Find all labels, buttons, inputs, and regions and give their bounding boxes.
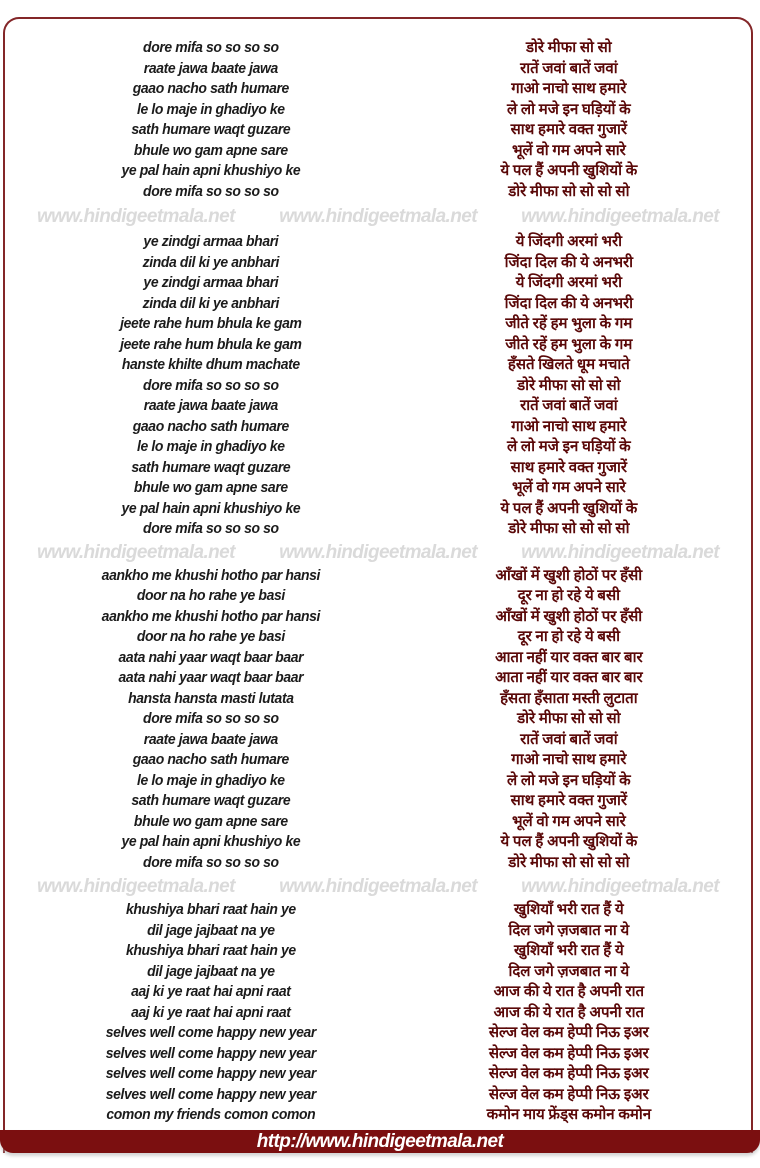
lyric-line-hindi: जीते रहें हम भुला के गम xyxy=(505,336,633,353)
lyric-line-english: door na ho rahe ye basi xyxy=(136,587,285,604)
lyric-line-hindi: रातें जवां बातें जवां xyxy=(520,731,618,748)
lyric-line-english: dil jage jajbaat na ye xyxy=(147,962,275,980)
watermark-row xyxy=(5,202,751,232)
lyric-line-english: zinda dil ki ye anbhari xyxy=(142,253,280,271)
lyric-line-english: dore mifa so so so so xyxy=(143,710,279,727)
lyric-line-english: aata nahi yaar waqt baar baar xyxy=(118,669,304,686)
lyric-line-english: dore mifa so so so so xyxy=(143,182,279,200)
lyric-line-hindi: आँखों में खुशी होठों पर हँसी xyxy=(495,608,643,625)
stanza-hindi-column xyxy=(417,566,751,874)
lyric-line-english: aankho me khushi hotho par hansi xyxy=(101,566,321,584)
lyric-line-english: khushiya bhari raat hain ye xyxy=(125,942,296,959)
lyric-line-hindi: दिल जगे ज़जबात ना ये xyxy=(508,922,630,939)
watermark-text: www.hindigeetmala.net xyxy=(37,541,235,563)
lyric-line-english: khushiya bhari raat hain ye xyxy=(125,901,296,918)
lyric-line-hindi: आँखों में खुशी होठों पर हँसी xyxy=(495,567,643,584)
lyric-line-hindi: आज की ये रात है अपनी रात xyxy=(493,984,645,1000)
lyric-line-english: jeete rahe hum bhula ke gam xyxy=(120,335,302,353)
lyric-line-english: le lo maje in ghadiyo ke xyxy=(137,771,285,789)
lyric-line-hindi: ये पल हैं अपनी खुशियों के xyxy=(500,834,638,850)
lyric-line-english: dil jage jajbaat na ye xyxy=(147,921,275,939)
lyric-line-hindi: आता नहीं यार वक्त बार बार xyxy=(495,670,643,686)
watermark-text: www.hindigeetmala.net xyxy=(521,541,719,563)
lyric-line-hindi: डोरे मीफा सो सो सो सो xyxy=(508,854,630,871)
lyric-line-hindi: साथ हमारे वक्त गुजारें xyxy=(510,793,628,809)
lyric-line-english: selves well come happy new year xyxy=(105,1024,316,1041)
lyric-line-hindi: हँसते खिलते धूम मचाते xyxy=(507,357,630,373)
lyric-line-hindi: आता नहीं यार वक्त बार बार xyxy=(495,649,643,666)
stanza-4 xyxy=(5,900,751,1126)
lyric-line-hindi: भूलें वो गम अपने सारे xyxy=(511,480,626,496)
watermark-row xyxy=(5,873,751,900)
lyric-line-english: selves well come happy new year xyxy=(105,1044,316,1062)
lyric-line-english: sath humare waqt guzare xyxy=(131,792,291,809)
lyric-line-hindi: दूर ना हो रहे ये बसी xyxy=(517,629,620,645)
lyric-line-english: le lo maje in ghadiyo ke xyxy=(137,100,285,118)
lyric-line-english: jeete rahe hum bhula ke gam xyxy=(120,315,302,332)
lyric-line-english: ye pal hain apni khushiyo ke xyxy=(121,499,301,517)
lyric-line-hindi: ले लो मजे इन घड़ियों के xyxy=(507,439,631,455)
lyric-line-hindi: डोरे मीफा सो सो सो xyxy=(517,377,621,394)
lyric-line-english: bhule wo gam apne sare xyxy=(133,141,288,159)
lyric-line-hindi: जीते रहें हम भुला के गम xyxy=(505,316,633,332)
lyric-line-english: aankho me khushi hotho par hansi xyxy=(101,607,321,625)
lyric-line-english: aaj ki ye raat hai apni raat xyxy=(131,1003,291,1021)
watermark-row xyxy=(5,540,751,566)
lyric-line-english: ye zindgi armaa bhari xyxy=(143,274,279,291)
lyric-line-hindi: ये पल हैं अपनी खुशियों के xyxy=(500,500,638,517)
lyric-line-hindi: दूर ना हो रहे ये बसी xyxy=(517,588,620,604)
lyric-line-hindi: भूलें वो गम अपने सारे xyxy=(511,813,626,830)
lyric-line-english: hansta hansta masti lutata xyxy=(128,689,294,707)
watermark-text: www.hindigeetmala.net xyxy=(279,875,477,897)
lyric-line-hindi: ये जिंदगी अरमां भरी xyxy=(515,275,622,291)
lyric-line-hindi: ये जिंदगी अरमां भरी xyxy=(515,234,622,250)
stanza-1 xyxy=(5,38,751,202)
lyric-line-english: bhule wo gam apne sare xyxy=(133,812,288,830)
watermark-text: www.hindigeetmala.net xyxy=(279,541,477,563)
lyric-line-english: zinda dil ki ye anbhari xyxy=(142,294,280,312)
footer-url[interactable]: http://www.hindigeetmala.net xyxy=(256,1130,504,1152)
lyric-line-english: ye pal hain apni khushiyo ke xyxy=(121,833,301,850)
footer-bar xyxy=(0,1130,760,1153)
watermark-text: www.hindigeetmala.net xyxy=(37,875,235,897)
lyric-line-hindi: रातें जवां बातें जवां xyxy=(520,398,618,414)
stanza-hindi-column xyxy=(417,232,751,540)
watermark-text: www.hindigeetmala.net xyxy=(279,206,477,227)
lyric-line-hindi: ले लो मजे इन घड़ियों के xyxy=(507,101,631,118)
stanza-3 xyxy=(5,566,751,874)
lyric-line-english: dore mifa so so so so xyxy=(143,39,279,56)
lyric-line-english: aata nahi yaar waqt baar baar xyxy=(118,648,304,666)
lyric-line-english: bhule wo gam apne sare xyxy=(133,479,288,496)
stanza-english-column xyxy=(19,900,402,1126)
lyric-line-hindi: डोरे मीफा सो सो सो सो xyxy=(508,183,630,200)
lyric-line-english: gaao nacho sath humare xyxy=(132,417,289,435)
lyric-line-hindi: खुशियाँ भरी रात हैं ये xyxy=(513,943,624,959)
watermark-text: www.hindigeetmala.net xyxy=(521,206,719,227)
lyric-line-english: sath humare waqt guzare xyxy=(131,121,291,138)
stanza-2 xyxy=(5,232,751,540)
lyric-line-english: ye pal hain apni khushiyo ke xyxy=(121,162,301,179)
lyric-line-hindi: गाओ नाचो साथ हमारे xyxy=(511,81,627,97)
lyric-line-hindi: जिंदा दिल की ये अनभरी xyxy=(504,295,634,312)
lyric-line-hindi: ये पल हैं अपनी खुशियों के xyxy=(500,163,638,179)
lyric-line-hindi: डोरे मीफा सो सो xyxy=(526,40,612,56)
watermark-text: www.hindigeetmala.net xyxy=(37,206,235,227)
lyrics-panel xyxy=(3,17,753,1153)
lyric-line-english: dore mifa so so so so xyxy=(143,520,279,537)
lyric-line-english: comon my friends comon comon xyxy=(106,1106,316,1123)
lyric-line-english: ye zindgi armaa bhari xyxy=(143,233,279,250)
stanza-english-column xyxy=(19,566,402,874)
lyric-line-hindi: हँसता हँसाता मस्ती लुटाता xyxy=(500,690,638,707)
lyric-line-hindi: सेल्ज वेल कम हेप्पी निऊ इअर xyxy=(488,1025,649,1041)
lyric-line-hindi: कमोन माय फ्रेंड्स कमोन कमोन xyxy=(486,1107,652,1123)
lyric-line-hindi: साथ हमारे वक्त गुजारें xyxy=(510,459,628,476)
lyric-line-english: raate jawa baate jawa xyxy=(143,59,278,77)
lyric-line-hindi: डोरे मीफा सो सो सो xyxy=(517,711,621,727)
lyric-line-hindi: ले लो मजे इन घड़ियों के xyxy=(507,772,631,789)
stanza-english-column xyxy=(19,38,402,202)
lyric-line-english: raate jawa baate jawa xyxy=(143,730,278,748)
watermark-text: www.hindigeetmala.net xyxy=(521,875,719,897)
lyric-line-hindi: सेल्ज वेल कम हेप्पी निऊ इअर xyxy=(488,1086,649,1103)
lyric-line-hindi: गाओ नाचो साथ हमारे xyxy=(511,752,627,768)
lyric-line-english: selves well come happy new year xyxy=(105,1085,316,1103)
lyric-line-english: selves well come happy new year xyxy=(105,1065,316,1082)
lyric-line-hindi: दिल जगे ज़जबात ना ये xyxy=(508,963,630,980)
lyric-line-hindi: भूलें वो गम अपने सारे xyxy=(511,142,626,159)
lyric-line-english: hanste khilte dhum machate xyxy=(121,356,300,373)
stanza-hindi-column xyxy=(417,38,751,202)
stanza-english-column xyxy=(19,232,402,540)
lyric-line-hindi: गाओ नाचो साथ हमारे xyxy=(511,418,627,435)
lyric-line-hindi: रातें जवां बातें जवां xyxy=(520,60,618,77)
lyric-line-english: gaao nacho sath humare xyxy=(132,80,289,97)
lyrics-content xyxy=(5,19,751,1126)
lyric-line-english: raate jawa baate jawa xyxy=(143,397,278,414)
lyric-line-hindi: खुशियाँ भरी रात हैं ये xyxy=(513,902,624,918)
lyric-line-hindi: साथ हमारे वक्त गुजारें xyxy=(510,122,628,138)
lyric-line-hindi: सेल्ज वेल कम हेप्पी निऊ इअर xyxy=(488,1066,649,1082)
lyric-line-english: dore mifa so so so so xyxy=(143,853,279,871)
lyric-line-english: gaao nacho sath humare xyxy=(132,751,289,768)
lyric-line-english: dore mifa so so so so xyxy=(143,376,279,394)
lyric-line-hindi: डोरे मीफा सो सो सो सो xyxy=(508,521,630,537)
lyric-line-english: sath humare waqt guzare xyxy=(131,458,291,476)
lyric-line-hindi: सेल्ज वेल कम हेप्पी निऊ इअर xyxy=(488,1045,649,1062)
stanza-hindi-column xyxy=(417,900,751,1126)
lyric-line-hindi: आज की ये रात है अपनी रात xyxy=(493,1004,645,1021)
lyric-line-english: aaj ki ye raat hai apni raat xyxy=(131,983,291,1000)
lyric-line-hindi: जिंदा दिल की ये अनभरी xyxy=(504,254,634,271)
lyric-line-english: le lo maje in ghadiyo ke xyxy=(137,438,285,455)
lyric-line-english: door na ho rahe ye basi xyxy=(136,628,285,645)
